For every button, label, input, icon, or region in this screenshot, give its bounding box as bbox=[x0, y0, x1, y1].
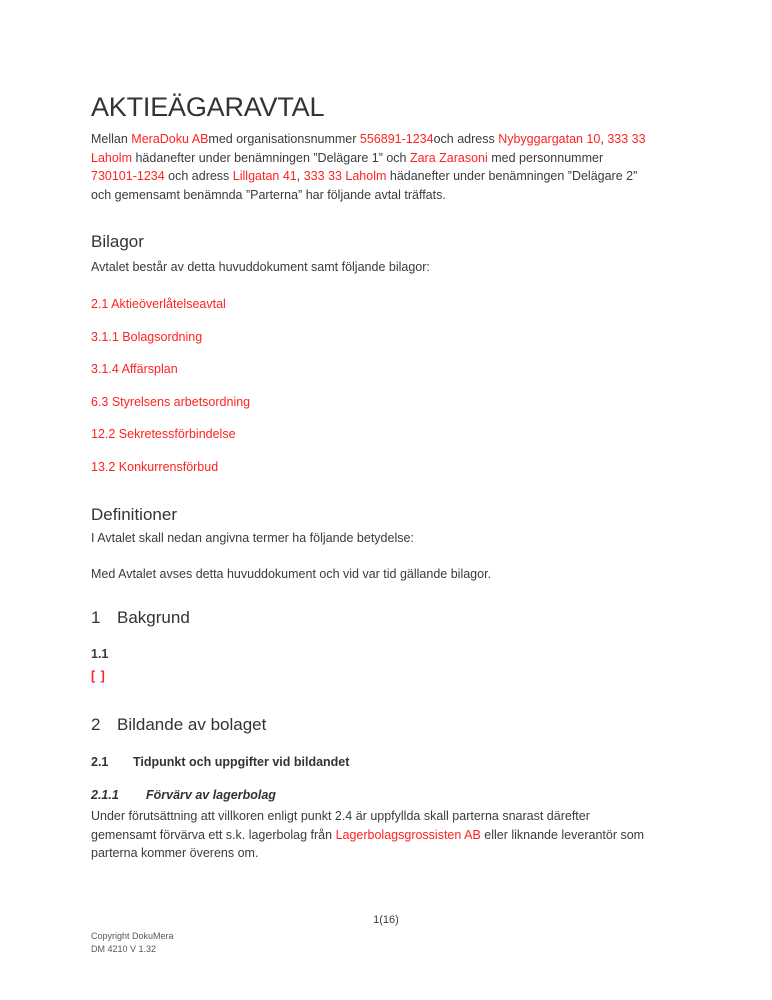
field-value: 556891-1234 bbox=[359, 132, 434, 146]
subsubsection-heading bbox=[91, 786, 687, 805]
section-heading-bildande bbox=[91, 715, 687, 735]
text-run: eller liknande leverantör som bbox=[480, 827, 645, 842]
text-line bbox=[91, 130, 687, 149]
footer-meta bbox=[91, 930, 174, 955]
subsubsection-title: Förvärv av lagerbolag bbox=[146, 787, 276, 802]
definitioner-paragraph-1: I Avtalet skall nedan angivna termer ha följande betydelse: bbox=[91, 530, 414, 545]
text-line bbox=[91, 186, 687, 205]
section-number: 2 bbox=[91, 714, 101, 734]
text-run: , bbox=[296, 169, 304, 184]
text-run: , bbox=[600, 132, 608, 146]
text-run: Mellan bbox=[91, 132, 132, 146]
document-code: DM 4210 V 1.32 bbox=[91, 943, 157, 954]
attachment-link: 2.1 Aktieöverlåtelseavtal bbox=[91, 296, 226, 311]
section-number: 1 bbox=[91, 607, 101, 627]
section-heading-bakgrund bbox=[91, 608, 687, 628]
text-run: med personnummer bbox=[487, 150, 604, 165]
text-run: hädanefter under benämningen ”Delägare 2” bbox=[386, 169, 638, 184]
field-value: 333 33 bbox=[607, 132, 646, 146]
field-value: Nybyggargatan 10 bbox=[498, 132, 601, 146]
field-value: Lillgatan 41 bbox=[232, 169, 297, 184]
attachment-list bbox=[91, 295, 687, 477]
clause-number: 1.1 bbox=[91, 646, 109, 661]
subsection-title: Tidpunkt och uppgifter vid bildandet bbox=[133, 754, 350, 769]
text-run: Under förutsättning att villkoren enligt punkt 2.4 är uppfyllda skall parterna snarast därefter bbox=[91, 809, 590, 824]
text-run: gemensamt förvärva ett s.k. lagerbolag från bbox=[91, 827, 336, 842]
copyright-text: Copyright DokuMera bbox=[91, 931, 174, 941]
subsection-number: 2.1 bbox=[91, 754, 109, 769]
text-line bbox=[91, 167, 687, 186]
bilagor-heading: Bilagor bbox=[91, 232, 144, 252]
attachment-link: 3.1.4 Affärsplan bbox=[91, 362, 178, 377]
subsubsection-number: 2.1.1 bbox=[91, 787, 119, 802]
text-run: med organisationsnummer bbox=[208, 132, 360, 146]
field-value: 333 33 Laholm bbox=[303, 169, 387, 184]
attachment-link: 3.1.1 Bolagsordning bbox=[91, 329, 203, 344]
text-run: hädanefter under benämningen ”Delägare 1” och bbox=[132, 150, 410, 165]
body-paragraph bbox=[91, 807, 687, 863]
field-value: Zara Zarasoni bbox=[409, 150, 488, 165]
attachment-link: 13.2 Konkurrensförbud bbox=[91, 459, 219, 474]
text-line bbox=[91, 844, 687, 863]
field-value: Lagerbolagsgrossisten AB bbox=[335, 827, 481, 842]
text-run: och gemensamt benämnda ”Parterna” har följande avtal träffats. bbox=[91, 187, 446, 202]
attachment-link: 12.2 Sekretessförbindelse bbox=[91, 427, 236, 442]
intro-paragraph bbox=[91, 130, 687, 204]
section-title: Bildande av bolaget bbox=[117, 714, 267, 734]
page-number: 1(16) bbox=[373, 914, 399, 926]
bilagor-intro-text: Avtalet består av detta huvuddokument samt följande bilagor: bbox=[91, 260, 430, 275]
text-line bbox=[91, 807, 687, 826]
text-line bbox=[91, 826, 687, 845]
subsection-heading bbox=[91, 753, 687, 772]
field-value: MeraDoku AB bbox=[131, 132, 209, 146]
section-title: Bakgrund bbox=[117, 607, 190, 627]
field-value: Laholm bbox=[91, 150, 132, 165]
attachment-link: 6.3 Styrelsens arbetsordning bbox=[91, 394, 251, 409]
text-run: parterna kommer överens om. bbox=[91, 846, 259, 861]
definitioner-paragraph-2: Med Avtalet avses detta huvuddokument och vid var tid gällande bilagor. bbox=[91, 567, 492, 582]
text-line bbox=[91, 149, 687, 168]
document-title: AKTIEÄGARAVTAL bbox=[91, 92, 325, 122]
fill-in-placeholder: [ ] bbox=[91, 669, 106, 684]
text-run: och adress bbox=[164, 169, 233, 184]
definitioner-heading: Definitioner bbox=[91, 504, 177, 524]
text-run: och adress bbox=[433, 132, 499, 146]
field-value: 730101-1234 bbox=[91, 169, 165, 184]
